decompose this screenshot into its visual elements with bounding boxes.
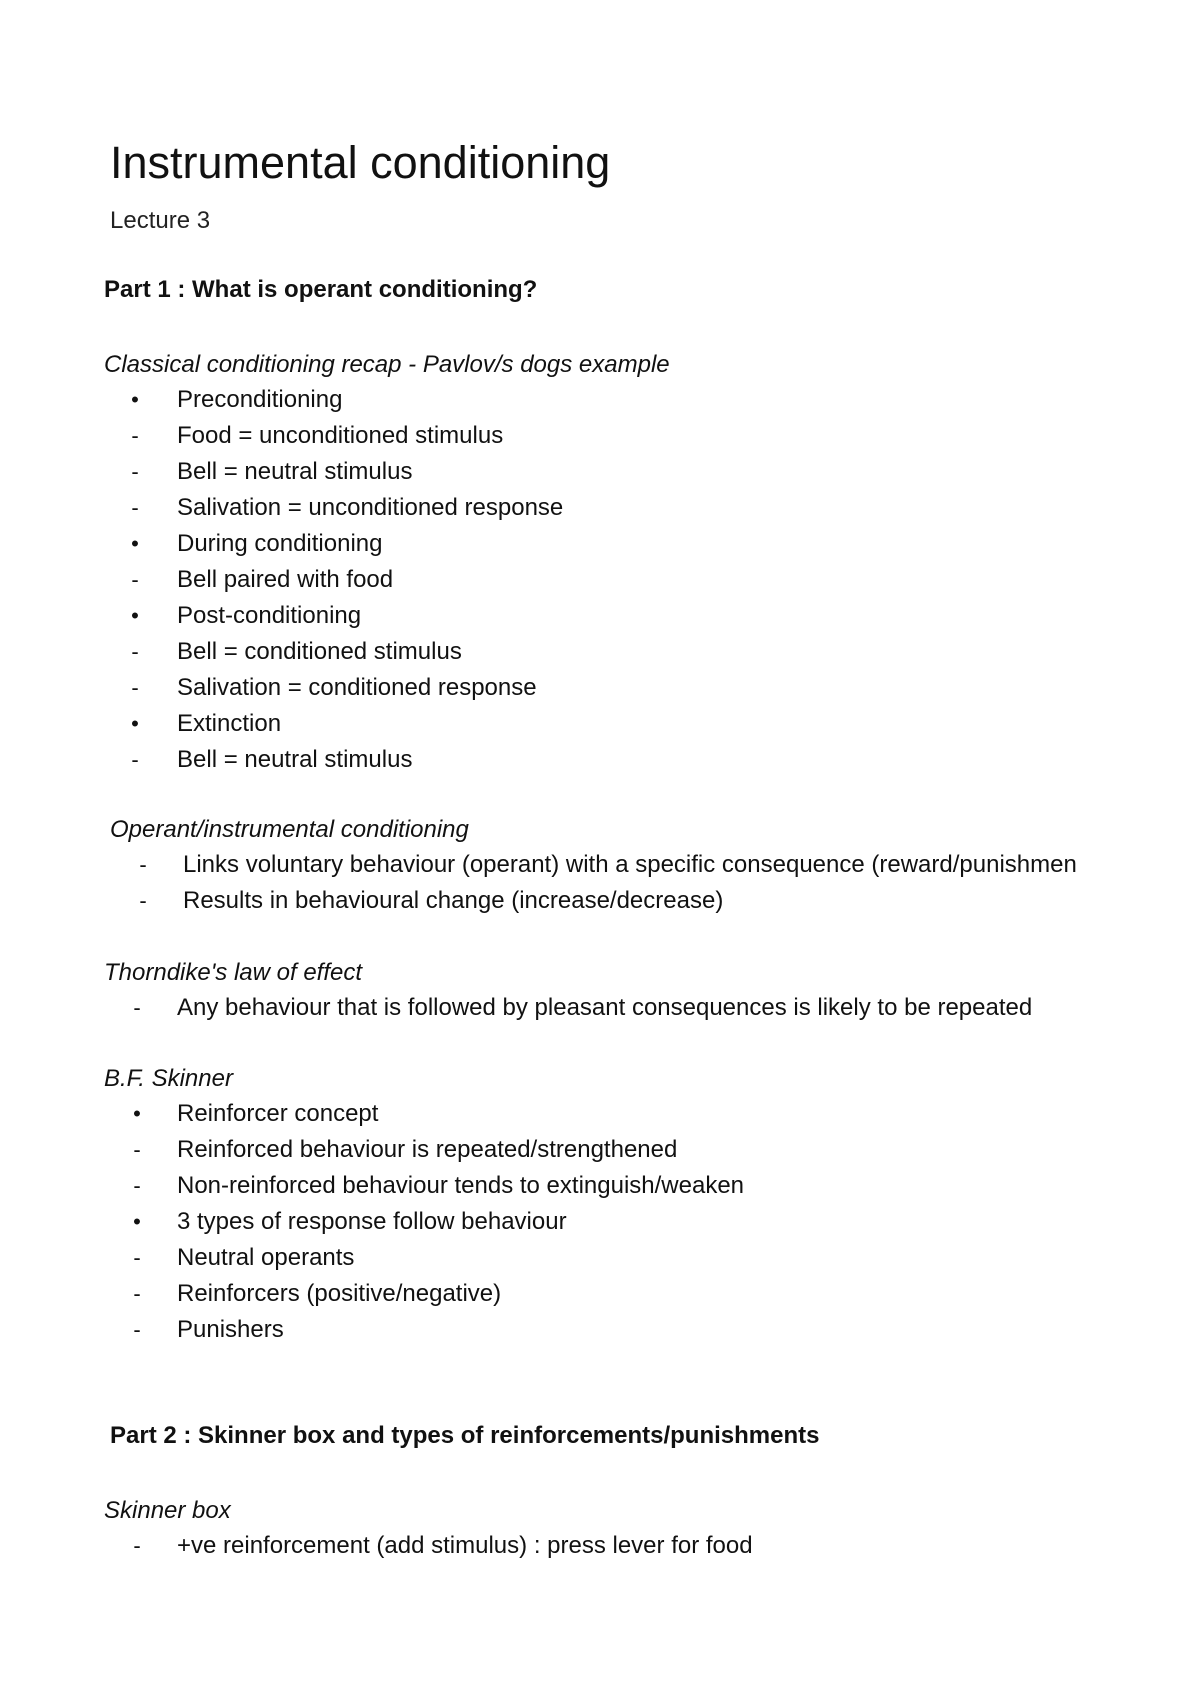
skinner-heading: B.F. Skinner (104, 1065, 233, 1092)
document-title: Instrumental conditioning (110, 137, 611, 188)
list-marker: - (139, 852, 147, 877)
list-marker: • (131, 387, 139, 412)
list-item-text: Reinforcer concept (177, 1100, 379, 1127)
list-marker: - (131, 639, 139, 664)
document-subtitle: Lecture 3 (110, 207, 211, 234)
list-item-text: Salivation = unconditioned response (177, 494, 564, 521)
list-marker: - (133, 1317, 141, 1342)
list-marker: • (131, 603, 139, 628)
list-marker: - (131, 747, 139, 772)
list-item-text: 3 types of response follow behaviour (177, 1208, 567, 1235)
list-item-text: Bell paired with food (177, 566, 394, 593)
list-marker: - (131, 423, 139, 448)
list-marker: - (133, 1173, 141, 1198)
part-2-heading: Part 2 : Skinner box and types of reinforcements/punishments (110, 1422, 820, 1449)
list-item-text: Food = unconditioned stimulus (177, 422, 504, 449)
thorndike-heading: Thorndike's law of effect (104, 959, 363, 986)
list-marker: - (131, 459, 139, 484)
list-item-text: Any behaviour that is followed by pleasant consequences is likely to be repeated (177, 994, 1033, 1021)
part-1-heading: Part 1 : What is operant conditioning? (104, 276, 538, 303)
list-item-text: Non-reinforced behaviour tends to extinguish/weaken (177, 1172, 745, 1199)
list-marker: - (131, 567, 139, 592)
list-item-text: Results in behavioural change (increase/decrease) (183, 887, 724, 914)
list-item-text: Punishers (177, 1316, 284, 1343)
list-marker: • (131, 531, 139, 556)
list-item-text: +ve reinforcement (add stimulus) : press lever for food (177, 1532, 753, 1559)
list-marker: - (133, 1245, 141, 1270)
list-marker: - (131, 675, 139, 700)
list-marker: • (131, 711, 139, 736)
list-item-text: Salivation = conditioned response (177, 674, 537, 701)
list-item-text: Bell = conditioned stimulus (177, 638, 462, 665)
operant-conditioning-heading: Operant/instrumental conditioning (110, 816, 469, 843)
list-item-text: During conditioning (177, 530, 383, 557)
list-marker: - (133, 1533, 141, 1558)
skinner-box-heading: Skinner box (104, 1497, 231, 1524)
list-item-text: Bell = neutral stimulus (177, 746, 413, 773)
list-item-text: Neutral operants (177, 1244, 355, 1271)
list-item-text: Reinforcers (positive/negative) (177, 1280, 502, 1307)
list-item-text: Bell = neutral stimulus (177, 458, 413, 485)
list-item-text: Reinforced behaviour is repeated/strengthened (177, 1136, 678, 1163)
list-marker: - (131, 495, 139, 520)
list-marker: - (133, 1137, 141, 1162)
list-marker: - (139, 888, 147, 913)
list-marker: • (133, 1101, 141, 1126)
list-marker: • (133, 1209, 141, 1234)
list-item-text: Preconditioning (177, 386, 343, 413)
list-marker: - (133, 995, 141, 1020)
list-item-text: Post-conditioning (177, 602, 362, 629)
list-item-text: Extinction (177, 710, 282, 737)
classical-conditioning-heading: Classical conditioning recap - Pavlov/s dogs example (104, 351, 670, 378)
list-item-text: Links voluntary behaviour (operant) with a specific consequence (reward/punishmen (183, 851, 1077, 878)
list-marker: - (133, 1281, 141, 1306)
